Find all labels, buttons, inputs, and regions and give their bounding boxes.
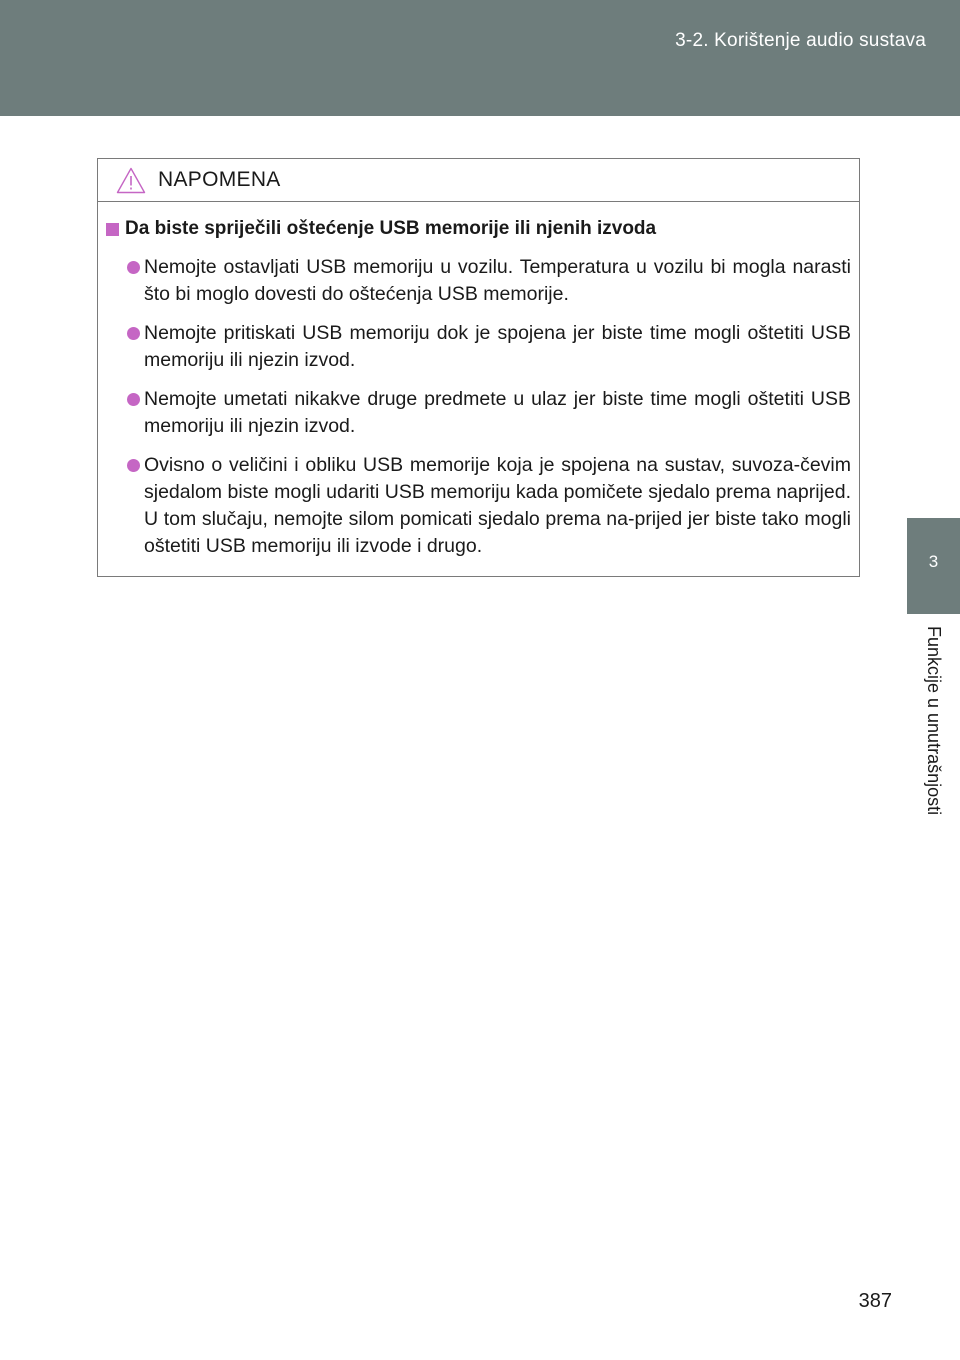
note-header — [98, 159, 859, 202]
chapter-label — [907, 626, 960, 856]
warning-triangle-icon — [116, 167, 146, 194]
round-bullet-icon — [127, 327, 140, 340]
list-item — [106, 452, 851, 560]
list-item-text: Nemojte umetati nikakve druge predmete u ulaz jer biste time mogli oštetiti USB memoriju ili njezin izvod. — [144, 388, 851, 437]
section-title: 3-2. Korištenje audio sustava — [675, 30, 926, 51]
note-title: NAPOMENA — [158, 168, 281, 191]
chapter-number: 3 — [928, 552, 939, 571]
round-bullet-icon — [127, 261, 140, 274]
chapter-tab — [907, 518, 960, 614]
square-bullet-icon — [106, 223, 119, 236]
page-number: 387 — [858, 1290, 892, 1312]
list-item-text: Nemojte pritiskati USB memoriju dok je spojena jer biste time mogli oštetiti USB memoriju ili njezin izvod. — [144, 322, 851, 371]
chapter-label-text: Funkcije u unutrašnjosti — [924, 626, 944, 816]
page-header — [0, 0, 960, 116]
note-body — [98, 202, 859, 560]
round-bullet-icon — [127, 393, 140, 406]
note-box — [97, 158, 860, 577]
list-item — [106, 320, 851, 374]
note-section-title: Da biste spriječili oštećenje USB memorije ili njenih izvoda — [125, 218, 657, 239]
list-item — [106, 386, 851, 440]
round-bullet-icon — [127, 459, 140, 472]
note-section-heading — [106, 218, 851, 240]
list-item — [106, 254, 851, 308]
list-item-text: Ovisno o veličini i obliku USB memorije koja je spojena na sustav, suvoza-čevim sjedalom biste mogli udariti USB memoriju kada pomičete sjedalo prema naprijed. U tom slučaju, nemojte silom pomicati sjedalo prema na-prijed jer biste tako mogli oštetiti USB memoriju ili izvode i drugo. — [144, 454, 851, 557]
list-item-text: Nemojte ostavljati USB memoriju u vozilu. Temperatura u vozilu bi mogla narasti što bi moglo dovesti do oštećenja USB memorije. — [144, 256, 851, 305]
